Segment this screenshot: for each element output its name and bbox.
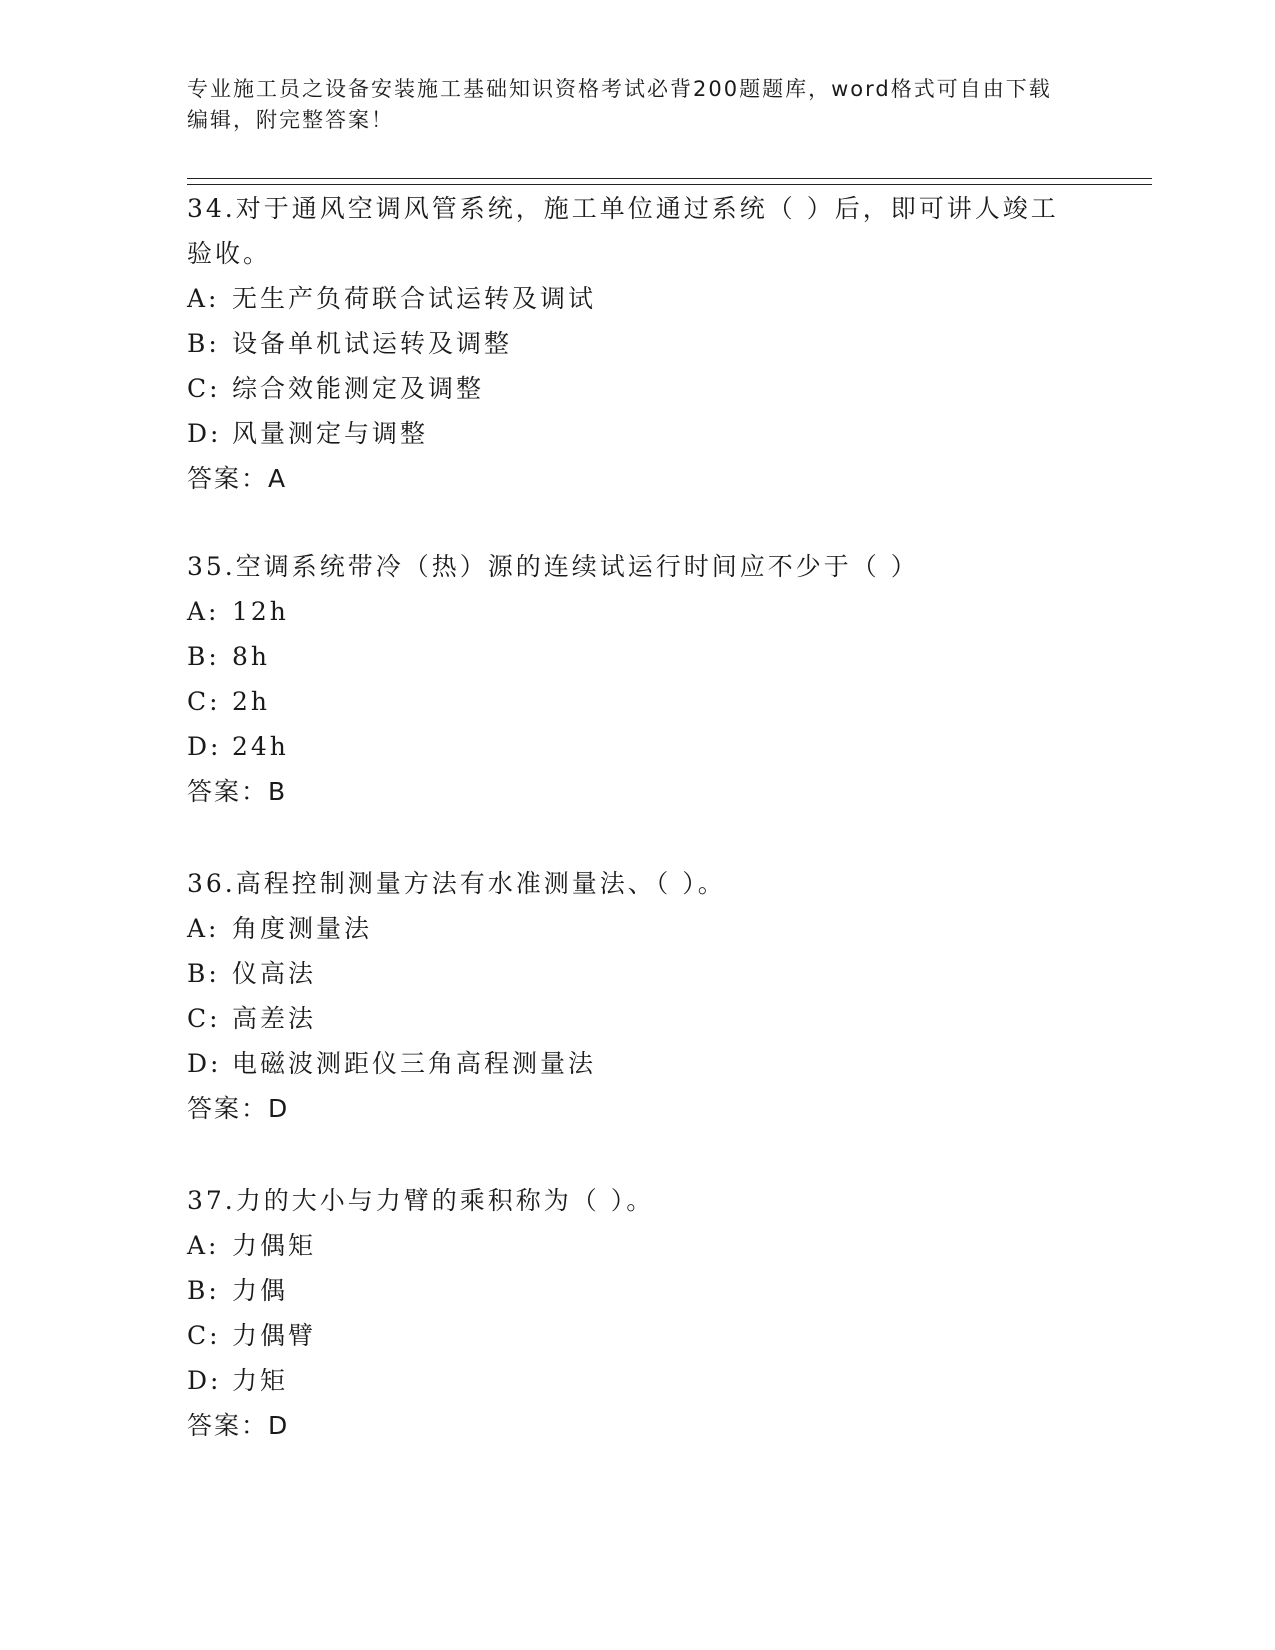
option-text: 力偶臂 <box>232 1321 317 1350</box>
answer-line: 答案：D <box>187 1411 290 1440</box>
option-letter: B: <box>187 1276 220 1305</box>
option-c <box>187 679 1067 724</box>
answer-line: 答案：B <box>187 777 288 806</box>
answer-line: 答案：D <box>187 1094 290 1123</box>
option-text: 24h <box>232 732 289 761</box>
option-d <box>187 724 1067 769</box>
question-text: 35.空调系统带冷（热）源的连续试运行时间应不少于（ ） <box>187 552 919 581</box>
option-letter: C: <box>187 1004 221 1033</box>
option-letter: C: <box>187 1321 221 1350</box>
option-letter: A: <box>187 597 220 626</box>
option-text: 仪高法 <box>232 959 317 988</box>
option-a <box>187 589 1067 634</box>
option-text: 2h <box>232 687 271 716</box>
option-letter: B: <box>187 329 220 358</box>
option-b <box>187 321 1067 366</box>
question-text: 37.力的大小与力臂的乘积称为（ ）。 <box>187 1186 655 1215</box>
header-rule-top <box>187 178 1152 179</box>
option-letter: A: <box>187 1231 220 1260</box>
document-header: 专业施工员之设备安装施工基础知识资格考试必背200题题库，word格式可自由下载编辑，附完整答案！ <box>187 77 1052 132</box>
option-d <box>187 1041 1067 1086</box>
answer-line: 答案：A <box>187 464 288 493</box>
option-c <box>187 996 1067 1041</box>
option-text: 风量测定与调整 <box>232 419 429 448</box>
option-c <box>187 1313 1067 1358</box>
option-b <box>187 634 1067 679</box>
question-34 <box>187 186 1067 502</box>
option-letter: D: <box>187 732 222 761</box>
question-37 <box>187 1178 1067 1449</box>
option-text: 高差法 <box>232 1004 317 1033</box>
option-letter: A: <box>187 914 220 943</box>
option-text: 力偶矩 <box>232 1231 317 1260</box>
option-text: 设备单机试运转及调整 <box>232 329 513 358</box>
option-text: 综合效能测定及调整 <box>232 374 485 403</box>
option-d <box>187 411 1067 456</box>
option-letter: D: <box>187 1366 222 1395</box>
option-d <box>187 1358 1067 1403</box>
option-letter: B: <box>187 642 220 671</box>
option-text: 力偶 <box>232 1276 289 1305</box>
option-text: 力矩 <box>232 1366 289 1395</box>
option-letter: D: <box>187 419 222 448</box>
question-text: 34.对于通风空调风管系统，施工单位通过系统（ ）后，即可讲人竣工验收。 <box>187 194 1059 268</box>
option-a <box>187 1223 1067 1268</box>
question-text: 36.高程控制测量方法有水准测量法、（ ）。 <box>187 869 726 898</box>
option-a <box>187 276 1067 321</box>
option-text: 电磁波测距仪三角高程测量法 <box>232 1049 597 1078</box>
option-letter: A: <box>187 284 220 313</box>
option-b <box>187 951 1067 996</box>
option-text: 12h <box>232 597 289 626</box>
question-36 <box>187 861 1067 1132</box>
option-b <box>187 1268 1067 1313</box>
option-letter: C: <box>187 687 221 716</box>
question-35 <box>187 544 1067 815</box>
option-text: 无生产负荷联合试运转及调试 <box>232 284 597 313</box>
option-letter: B: <box>187 959 220 988</box>
option-text: 角度测量法 <box>232 914 373 943</box>
option-text: 8h <box>232 642 271 671</box>
option-letter: C: <box>187 374 221 403</box>
header-rule-bottom <box>187 184 1152 185</box>
option-letter: D: <box>187 1049 222 1078</box>
option-a <box>187 906 1067 951</box>
option-c <box>187 366 1067 411</box>
